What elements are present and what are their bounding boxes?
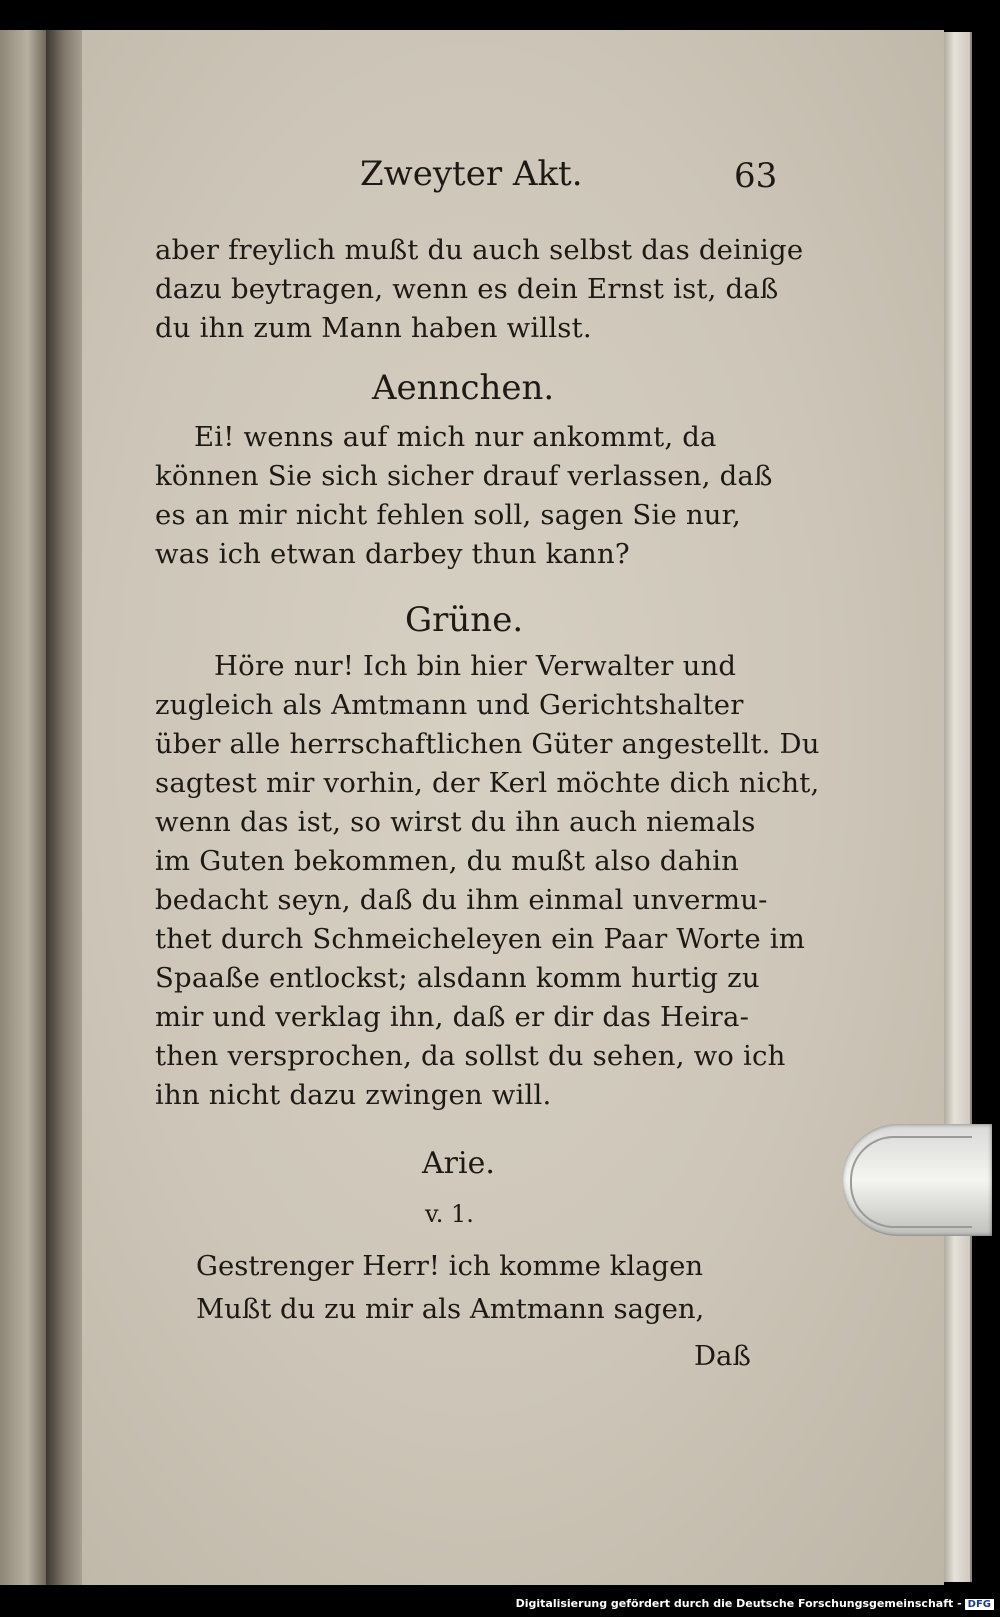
text-line: über alle herrschaftlichen Güter angestellt. Du xyxy=(155,728,820,760)
text-line: im Guten bekommen, du mußt also dahin xyxy=(155,845,740,877)
text-line: aber freylich mußt du auch selbst das deinige xyxy=(155,234,804,266)
text-line: es an mir nicht fehlen soll, sagen Sie nur, xyxy=(155,499,741,531)
catchword: Daß xyxy=(694,1340,751,1372)
text-line: was ich etwan darbey thun kann? xyxy=(155,538,630,570)
text-line: ihn nicht dazu zwingen will. xyxy=(155,1079,552,1111)
text-line: können Sie sich sicher drauf verlassen, daß xyxy=(155,460,773,492)
text-line: bedacht seyn, daß du ihm einmal unvermu- xyxy=(155,884,768,916)
verse-line: Mußt du zu mir als Amtmann sagen, xyxy=(196,1293,705,1325)
text-line: Spaaße entlockst; alsdann komm hurtig zu xyxy=(155,962,760,994)
text-line: Höre nur! Ich bin hier Verwalter und xyxy=(214,650,737,682)
dfg-logo: DFG xyxy=(965,1599,994,1610)
text-line: sagtest mir vorhin, der Kerl möchte dich nicht, xyxy=(155,767,820,799)
speaker-name: Aennchen. xyxy=(372,368,555,408)
page-stack-edge xyxy=(944,32,972,1582)
text-line: Ei! wenns auf mich nur ankommt, da xyxy=(194,421,717,453)
text-line: wenn das ist, so wirst du ihn auch niemals xyxy=(155,806,756,838)
left-page-edge xyxy=(0,30,46,1585)
text-line: du ihn zum Mann haben willst. xyxy=(155,312,592,344)
aria-title: Arie. xyxy=(422,1146,495,1181)
page-clip-inner xyxy=(850,1136,972,1228)
text-line: mir und verklag ihn, daß er dir das Heira- xyxy=(155,1001,750,1033)
running-header-title: Zweyter Akt. xyxy=(360,154,583,194)
page-number: 63 xyxy=(734,156,778,196)
text-line: thet durch Schmeicheleyen ein Paar Worte im xyxy=(155,923,806,955)
text-line: then versprochen, da sollst du sehen, wo ich xyxy=(155,1040,786,1072)
verse-line: Gestrenger Herr! ich komme klagen xyxy=(196,1250,704,1282)
footer-text: Digitalisierung gefördert durch die Deutsche Forschungsgemeinschaft - xyxy=(515,1597,962,1610)
text-line: dazu beytragen, wenn es dein Ernst ist, daß xyxy=(155,273,779,305)
digitization-footer xyxy=(516,1597,994,1610)
book-gutter xyxy=(46,30,82,1585)
speaker-name: Grüne. xyxy=(405,600,524,640)
verse-label: v. 1. xyxy=(425,1200,474,1228)
text-line: zugleich als Amtmann und Gerichtshalter xyxy=(155,689,744,721)
